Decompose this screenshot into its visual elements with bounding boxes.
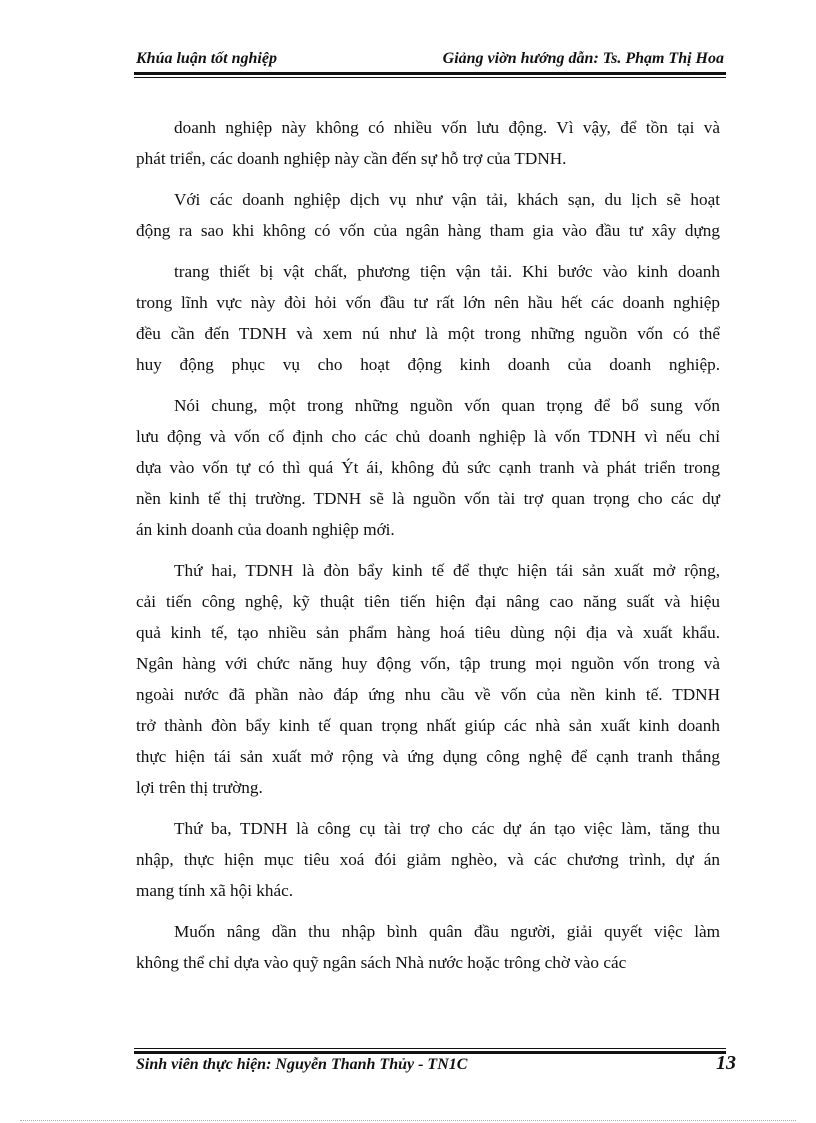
text-line: đều cần đến TDNH và xem nú như là một trong những nguồn vốn có thể: [136, 324, 720, 343]
text-line: Thứ ba, TDNH là công cụ tài trợ cho các dự án tạo việc làm, tăng thu: [174, 819, 720, 838]
text-line: trong lĩnh vực này đòi hỏi vốn đầu tư rất lớn nên hầu hết các doanh nghiệp: [136, 293, 720, 312]
page-bottom-dotted-line: [20, 1120, 796, 1121]
text-line: Thứ hai, TDNH là đòn bẩy kinh tế để thực hiện tái sản xuất mở rộng,: [174, 561, 720, 580]
text-line: Nói chung, một trong những nguồn vốn quan trọng để bổ sung vốn: [174, 396, 720, 415]
page-footer: [136, 1052, 736, 1082]
text-line: cải tiến công nghệ, kỹ thuật tiên tiến hiện đại nâng cao năng suất và hiệu: [136, 592, 720, 611]
text-line: trở thành đòn bẩy kinh tế quan trọng nhất giúp các nhà sản xuất kinh doanh: [136, 716, 720, 735]
text-line: động ra sao khi không có vốn của ngân hàng tham gia vào đầu tư xây dựng: [136, 221, 720, 240]
body-text: [136, 112, 720, 978]
header-thesis-title: Khúa luận tốt nghiệp: [136, 50, 277, 67]
text-line: nhập, thực hiện mục tiêu xoá đói giảm nghèo, và các chương trình, dự án: [136, 850, 720, 869]
page-header: [136, 44, 724, 74]
text-line: trang thiết bị vật chất, phương tiện vận tải. Khi bước vào kinh doanh: [174, 262, 720, 281]
text-line: nền kinh tế thị trường. TDNH sẽ là nguồn vốn tài trợ quan trọng cho các dự: [136, 489, 720, 508]
text-line: dựa vào vốn tự có thì quá Ýt ái, không đủ sức cạnh tranh và phát triển trong: [136, 458, 720, 477]
text-line: ngoài nước đã phần nào đáp ứng nhu cầu về vốn của nền kinh tế. TDNH: [136, 685, 720, 704]
text-line: Muốn nâng dần thu nhập bình quân đầu người, giải quyết việc làm: [174, 922, 720, 941]
text-line: quả kinh tế, tạo nhiều sản phẩm hàng hoá tiêu dùng nội địa và xuất khẩu.: [136, 623, 720, 642]
page-number: 13: [716, 1052, 736, 1074]
footer-rule-thick: [134, 1051, 726, 1054]
text-line: án kinh doanh của doanh nghiệp mới.: [136, 520, 395, 539]
header-advisor: Giảng viờn hướng dẫn: Ts. Phạm Thị Hoa: [442, 50, 724, 67]
text-line: lợi trên thị trường.: [136, 778, 263, 797]
text-line: mang tính xã hội khác.: [136, 881, 294, 900]
footer-rule-thin: [134, 1048, 726, 1049]
footer-student: Sinh viên thực hiện: Nguyễn Thanh Thủy - TN1C: [136, 1056, 468, 1073]
header-rule-thin: [134, 77, 726, 78]
text-line: thực hiện tái sản xuất mở rộng và ứng dụng công nghệ để cạnh tranh thắng: [136, 747, 720, 766]
text-line: Với các doanh nghiệp dịch vụ như vận tải, khách sạn, du lịch sẽ hoạt: [174, 190, 720, 209]
text-line: huy động phục vụ cho hoạt động kinh doanh của doanh nghiệp.: [136, 355, 720, 374]
header-rule-thick: [134, 72, 726, 75]
text-line: doanh nghiệp này không có nhiều vốn lưu động. Vì vậy, để tồn tại và: [174, 118, 720, 137]
text-line: không thể chỉ dựa vào quỹ ngân sách Nhà nước hoặc trông chờ vào các: [136, 953, 627, 972]
text-line: Ngân hàng với chức năng huy động vốn, tập trung mọi nguồn vốn trong và: [136, 654, 720, 673]
text-line: phát triển, các doanh nghiệp này cần đến sự hỗ trợ của TDNH.: [136, 149, 567, 168]
text-line: lưu động và vốn cố định cho các chủ doanh nghiệp là vốn TDNH vì nếu chỉ: [136, 427, 720, 446]
